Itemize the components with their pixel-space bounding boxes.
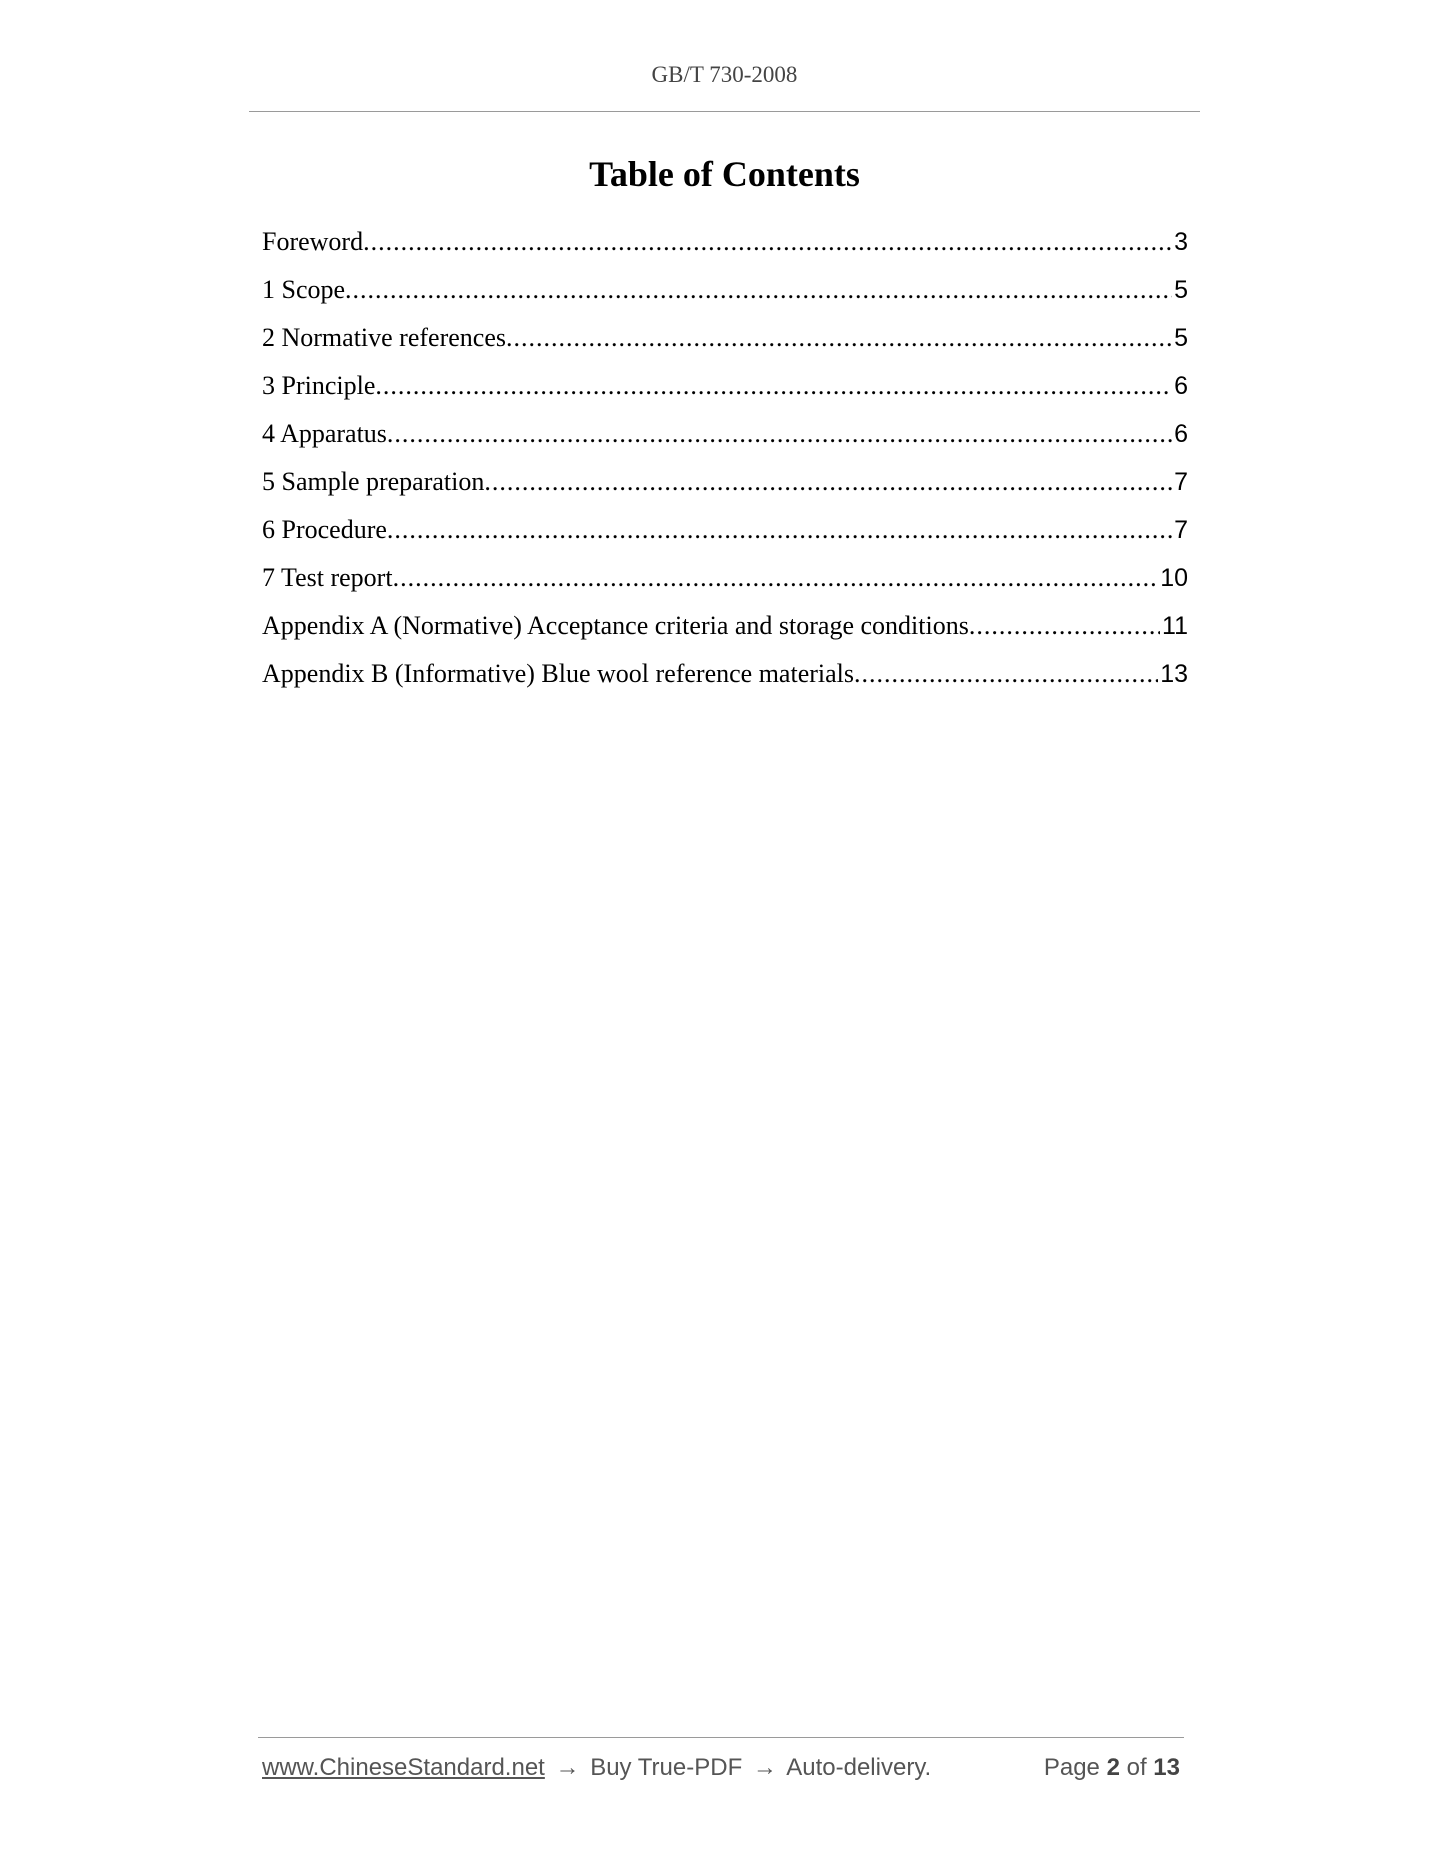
current-page-number: 2 (1106, 1754, 1120, 1781)
website-link[interactable]: www.ChineseStandard.net (262, 1754, 545, 1781)
document-header-id: GB/T 730-2008 (651, 62, 798, 87)
toc-dot-leader (854, 654, 1158, 694)
footer-promo (262, 1754, 931, 1782)
toc-dot-leader (484, 462, 1172, 502)
toc-dot-leader (387, 414, 1172, 454)
toc-dot-leader (387, 510, 1172, 550)
toc-dot-leader (375, 366, 1172, 406)
toc-entry-sample-preparation[interactable] (262, 462, 1188, 510)
toc-entry-page: 7 (1174, 468, 1188, 496)
total-pages-number: 13 (1153, 1754, 1180, 1781)
toc-entry-label: Foreword (262, 227, 364, 256)
of-word: of (1126, 1754, 1147, 1781)
toc-entry-page: 10 (1160, 564, 1188, 592)
header-divider (249, 111, 1200, 112)
toc-entry-label: Appendix B (Informative) Blue wool reference materials (262, 659, 854, 688)
toc-dot-leader (345, 270, 1172, 310)
buy-true-pdf-text: Buy True-PDF (590, 1754, 743, 1781)
page-title: Table of Contents (589, 154, 860, 194)
toc-dot-leader (969, 606, 1160, 646)
toc-entry-page: 6 (1174, 420, 1188, 448)
toc-entry-label: 4 Apparatus (262, 419, 387, 448)
toc-entry-label: Appendix A (Normative) Acceptance criteria and storage conditions (262, 611, 969, 640)
page-number (1044, 1754, 1180, 1782)
toc-entry-page: 5 (1174, 324, 1188, 352)
toc-entry-appendix-a[interactable] (262, 606, 1188, 654)
toc-entry-label: 2 Normative references (262, 323, 506, 352)
toc-entry-test-report[interactable] (262, 558, 1188, 606)
toc-entry-appendix-b[interactable] (262, 654, 1188, 702)
toc-entry-label: 6 Procedure (262, 515, 387, 544)
toc-entry-label: 3 Principle (262, 371, 376, 400)
page-word: Page (1043, 1754, 1100, 1781)
arrow-right-icon: → (752, 1754, 777, 1781)
toc-entry-procedure[interactable] (262, 510, 1188, 558)
toc-entry-label: 5 Sample preparation (262, 467, 485, 496)
toc-entry-label: 7 Test report (262, 563, 393, 592)
footer-divider (258, 1737, 1184, 1738)
toc-entry-page: 3 (1174, 228, 1188, 256)
toc-entry-foreword[interactable] (262, 222, 1188, 270)
toc-entry-page: 13 (1160, 660, 1188, 688)
page-footer (262, 1754, 1180, 1782)
toc-dot-leader (363, 222, 1172, 262)
toc-entry-scope[interactable] (262, 270, 1188, 318)
auto-delivery-text: Auto-delivery. (786, 1754, 932, 1781)
toc-entry-page: 7 (1174, 516, 1188, 544)
toc-entry-page: 11 (1162, 612, 1188, 640)
toc-entry-apparatus[interactable] (262, 414, 1188, 462)
toc-entry-principle[interactable] (262, 366, 1188, 414)
toc-entry-page: 5 (1174, 276, 1188, 304)
toc-dot-leader (506, 318, 1172, 358)
toc-entry-normative-references[interactable] (262, 318, 1188, 366)
toc-entry-label: 1 Scope (262, 275, 346, 304)
table-of-contents (262, 222, 1188, 702)
toc-dot-leader (393, 558, 1159, 598)
arrow-right-icon: → (555, 1754, 580, 1781)
toc-entry-page: 6 (1174, 372, 1188, 400)
